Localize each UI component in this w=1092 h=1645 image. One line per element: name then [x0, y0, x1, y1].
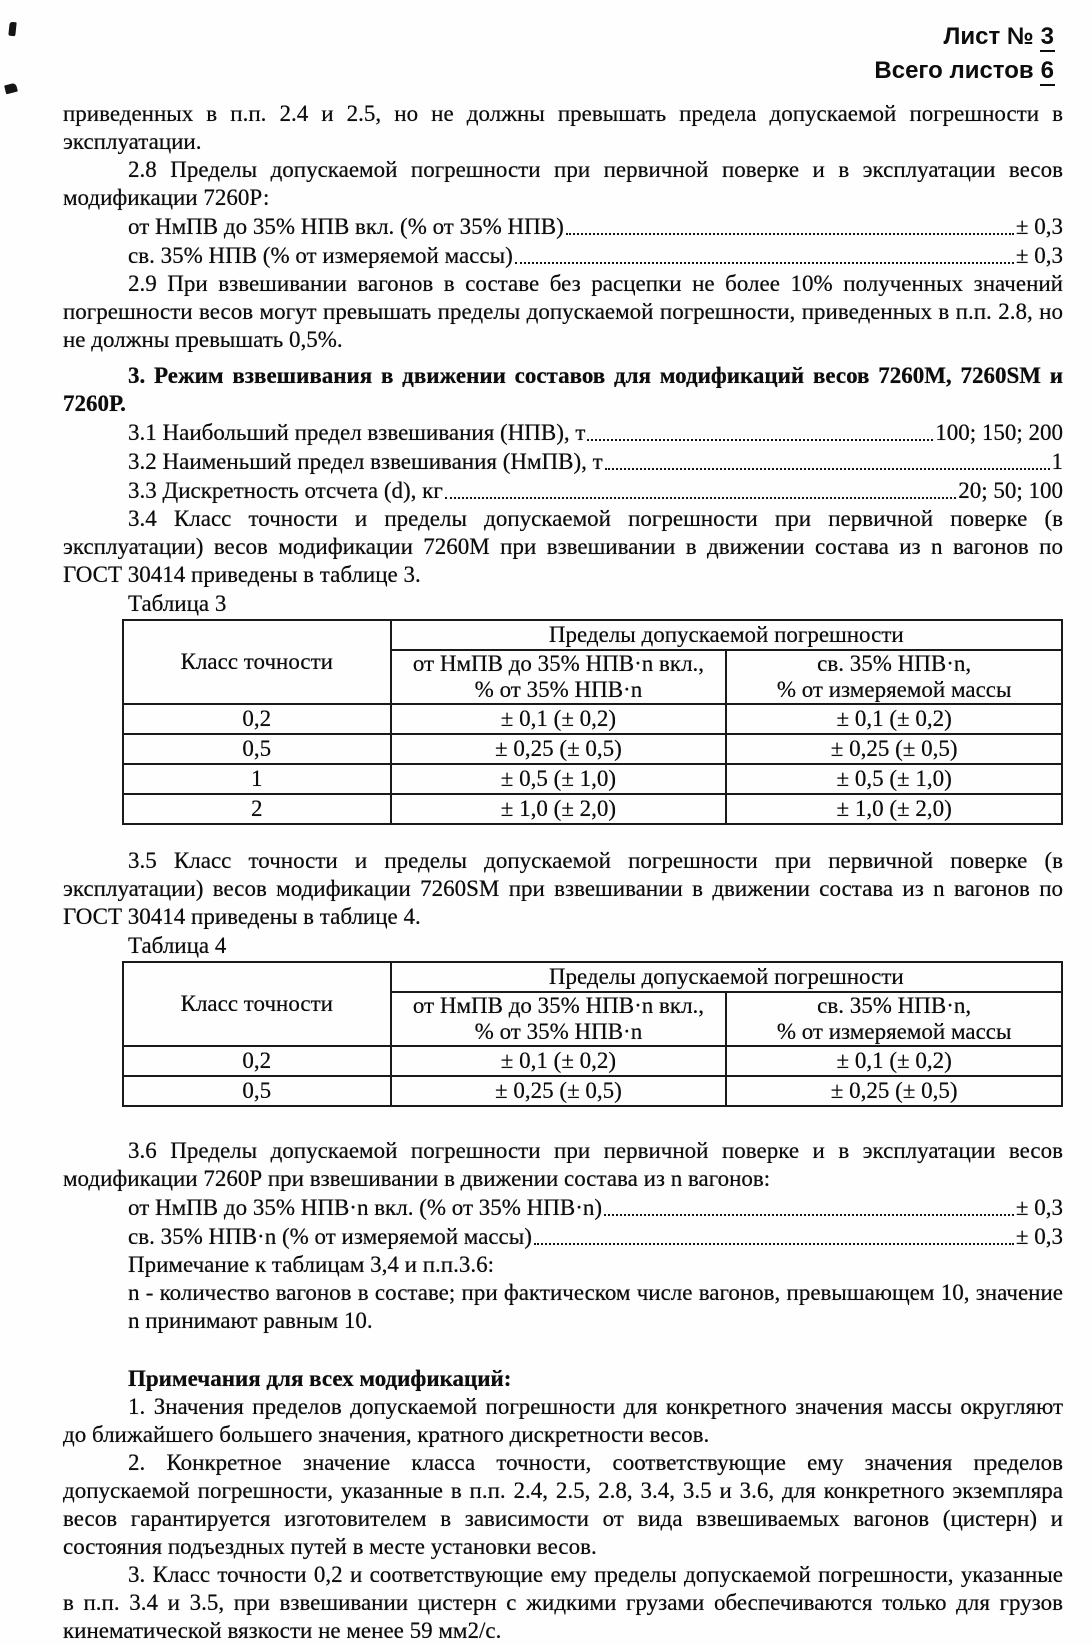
table3-col2-header [391, 650, 727, 704]
table-row [123, 764, 1062, 794]
sheet-label: Лист № [943, 23, 1034, 50]
table-row [123, 704, 1062, 734]
cell-limit-low: ± 0,25 (± 0,5) [391, 734, 727, 764]
cell-class: 0,5 [123, 1076, 391, 1106]
document-page [63, 20, 1063, 1645]
col3-header-line2: % от измеряемой массы [776, 1019, 1012, 1044]
cell-limit-low: ± 0,1 (± 0,2) [391, 704, 727, 734]
tables-note-title: Примечание к таблицам 3,4 и п.п.3.6: [128, 1252, 494, 1277]
spec-value: 20; 50; 100 [958, 478, 1063, 503]
section-3-heading: 3. Режим взвешивания в движении составов для модификаций весов 7260М, 7260SM и 7260Р. [63, 363, 1063, 416]
cell-limit-low: ± 0,25 (± 0,5) [391, 1076, 727, 1106]
table4-caption: Таблица 4 [128, 933, 227, 958]
scan-artifact-top [8, 22, 16, 37]
dot-leader [445, 497, 956, 499]
spec-value: 100; 150; 200 [935, 420, 1063, 445]
table3-caption: Таблица 3 [128, 591, 227, 616]
sheet-header [63, 20, 1063, 88]
dot-leader [566, 233, 1014, 235]
cell-class: 1 [123, 764, 391, 794]
table4 [122, 961, 1063, 1107]
paragraph-2-9: 2.9 При взвешивании вагонов в составе без расцепки не более 10% полученных значений погрешности весов могут превышать пределы допускаемой погрешности, приведенных в п.п. 2.8, но не должны превышать 0,5%. [63, 271, 1063, 352]
paragraph-continuation: приведенных в п.п. 2.4 и 2.5, но не должны превышать предела допускаемой погрешности в эксплуатации. [63, 101, 1063, 154]
spec-value: ± 0,3 [1015, 1224, 1063, 1249]
table-row [123, 794, 1062, 824]
dot-leader [515, 262, 1014, 264]
cell-limit-high: ± 1,0 (± 2,0) [726, 794, 1062, 824]
spec-label: св. 35% НПВ (% от измеряемой массы) [128, 243, 513, 268]
total-sheets-label: Всего листов [874, 57, 1034, 84]
spec-line-3-6-b [128, 1222, 1063, 1251]
table3-col3-header [726, 650, 1062, 704]
table-row [123, 1076, 1062, 1106]
scan-artifact-bottom [4, 83, 18, 95]
spec-line-3-1 [128, 418, 1063, 447]
paragraph-3-5: 3.5 Класс точности и пределы допускаемой погрешности при первичной поверке (в эксплуатации) весов модификации 7260SM при взвешивании в движении состава из n вагонов по ГОСТ 30414 приведены в таблице 4. [63, 848, 1063, 929]
table3-group-header: Пределы допускаемой погрешности [391, 620, 1062, 650]
cell-limit-low: ± 1,0 (± 2,0) [391, 794, 727, 824]
cell-limit-low: ± 0,1 (± 0,2) [391, 1046, 727, 1076]
dot-leader [604, 1214, 1014, 1216]
col2-header-line1: от НмПВ до 35% НПВ·n вкл., [412, 993, 705, 1018]
dot-leader [587, 439, 933, 441]
spec-label: от НмПВ до 35% НПВ вкл. (% от 35% НПВ) [128, 214, 564, 239]
cell-limit-high: ± 0,25 (± 0,5) [726, 734, 1062, 764]
spec-label: от НмПВ до 35% НПВ·n вкл. (% от 35% НПВ·n) [128, 1195, 603, 1220]
paragraph-2-8: 2.8 Пределы допускаемой погрешности при первичной поверке и в эксплуатации весов модификации 7260Р: [63, 157, 1063, 210]
spec-label: 3.2 Наименьший предел взвешивания (НмПВ), т [128, 449, 603, 474]
col2-header-line2: % от 35% НПВ·n [474, 1019, 643, 1044]
note-2: 2. Конкретное значение класса точности, соответствующие ему значения пределов допускаемой погрешности, указанные в п.п. 2.4, 2.5, 2.8, 3.4, 3.5 и 3.6, для конкретного экземпляра весов гарантируется изготовителем в зависимости от вида взвешиваемых вагонов (цистерн) и состояния подъездных путей в месте установки весов. [63, 1450, 1063, 1559]
spec-value: ± 0,3 [1015, 243, 1063, 268]
col3-header-line2: % от измеряемой массы [776, 677, 1012, 702]
spec-line-2-8-a [128, 212, 1063, 241]
table4-col3-header [726, 992, 1062, 1046]
cell-limit-high: ± 0,1 (± 0,2) [726, 1046, 1062, 1076]
spec-value: 1 [1051, 449, 1063, 474]
spec-line-3-3 [128, 476, 1063, 505]
table3 [122, 619, 1063, 825]
cell-class: 0,5 [123, 734, 391, 764]
spec-label: 3.1 Наибольший предел взвешивания (НПВ), т [128, 420, 586, 445]
dot-leader [605, 468, 1050, 470]
cell-class: 0,2 [123, 1046, 391, 1076]
col3-header-line1: св. 35% НПВ·n, [817, 651, 972, 676]
cell-class: 2 [123, 794, 391, 824]
sheet-number-line [63, 20, 1055, 54]
spec-label: 3.3 Дискретность отсчета (d), кг [128, 478, 443, 503]
spec-line-3-2 [128, 447, 1063, 476]
cell-limit-high: ± 0,1 (± 0,2) [726, 704, 1062, 734]
cell-limit-high: ± 0,25 (± 0,5) [726, 1076, 1062, 1106]
table3-col1-header: Класс точности [123, 620, 391, 704]
cell-class: 0,2 [123, 704, 391, 734]
note-1: 1. Значения пределов допускаемой погрешности для конкретного значения массы округляют до ближайшего большего значения, кратного дискретности весов. [63, 1394, 1063, 1447]
notes-heading: Примечания для всех модификаций: [128, 1366, 512, 1391]
table-row [123, 734, 1062, 764]
paragraph-3-6: 3.6 Пределы допускаемой погрешности при первичной поверке и в эксплуатации весов модификации 7260Р при взвешивании в движении состава из n вагонов: [63, 1138, 1063, 1191]
tables-note-text: n - количество вагонов в составе; при фактическом числе вагонов, превышающем 10, значение n принимают равным 10. [128, 1280, 1063, 1333]
col2-header-line2: % от 35% НПВ·n [474, 677, 643, 702]
table4-group-header: Пределы допускаемой погрешности [391, 962, 1062, 992]
sheet-number: 3 [1040, 23, 1054, 50]
col3-header-line1: св. 35% НПВ·n, [817, 993, 972, 1018]
table-row [123, 1046, 1062, 1076]
paragraph-3-4: 3.4 Класс точности и пределы допускаемой погрешности при первичной поверке (в эксплуатации) весов модификации 7260М при взвешивании в движении состава из n вагонов по ГОСТ 30414 приведены в таблице 3. [63, 506, 1063, 587]
note-3: 3. Класс точности 0,2 и соответствующие ему пределы допускаемой погрешности, указанные в п.п. 3.4 и 3.5, при взвешивании цистерн с жидкими грузами обеспечиваются только для грузов кинематической вязкости не менее 59 мм2/с. [63, 1562, 1063, 1643]
spec-line-2-8-b [128, 241, 1063, 270]
col2-header-line1: от НмПВ до 35% НПВ·n вкл., [412, 651, 705, 676]
spec-value: ± 0,3 [1015, 214, 1063, 239]
total-sheets-number: 6 [1040, 57, 1054, 84]
spec-value: ± 0,3 [1015, 1195, 1063, 1220]
total-sheets-line [63, 54, 1055, 88]
cell-limit-low: ± 0,5 (± 1,0) [391, 764, 727, 794]
dot-leader [534, 1243, 1014, 1245]
spec-label: св. 35% НПВ·n (% от измеряемой массы) [128, 1224, 532, 1249]
cell-limit-high: ± 0,5 (± 1,0) [726, 764, 1062, 794]
table4-col2-header [391, 992, 727, 1046]
spec-line-3-6-a [128, 1193, 1063, 1222]
table4-col1-header: Класс точности [123, 962, 391, 1046]
